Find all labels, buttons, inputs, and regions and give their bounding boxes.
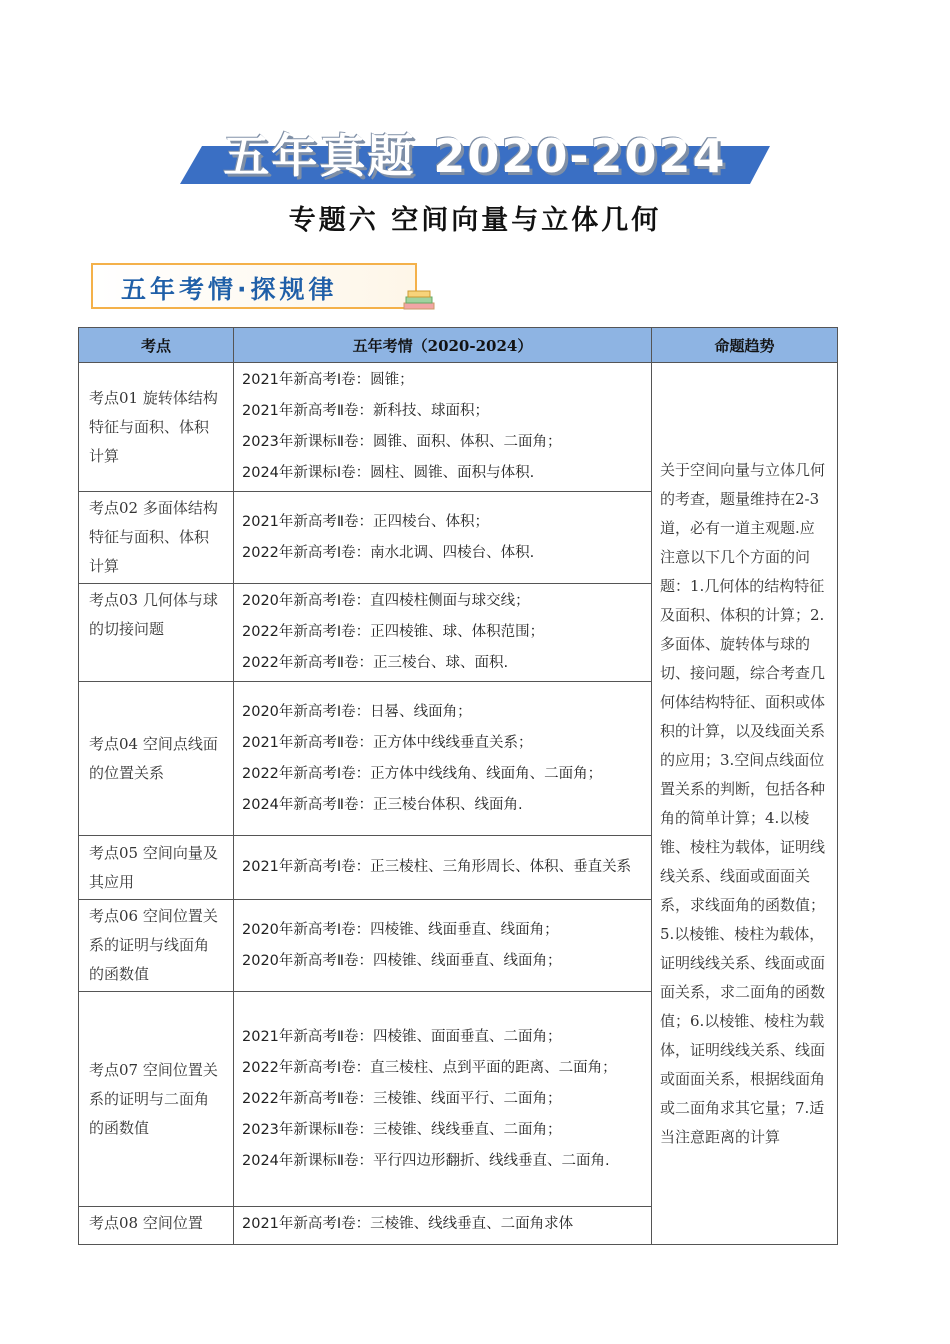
detail-line: 2020年新高考Ⅰ卷：直四棱柱侧面与球交线； — [242, 593, 530, 609]
row-details — [234, 682, 652, 836]
row-details — [234, 584, 652, 682]
row-details — [234, 363, 652, 492]
detail-line: 2024年新高考Ⅱ卷：正三棱台体积、线面角. — [242, 796, 523, 813]
detail-line: 2021年新高考Ⅱ卷：正方体中线线垂直关系； — [242, 734, 533, 751]
detail-line: 2021年新高考Ⅰ卷：正三棱柱、三角形周长、体积、垂直关系 — [242, 859, 632, 875]
detail-line: 2022年新高考Ⅰ卷：直三棱柱、点到平面的距离、二面角； — [242, 1059, 617, 1076]
detail-line: 2020年新高考Ⅰ卷：日晷、线面角； — [242, 703, 472, 720]
detail-line: 2020年新高考Ⅰ卷：四棱锥、线面垂直、线面角； — [242, 921, 559, 938]
detail-line: 2021年新高考Ⅱ卷：四棱锥、面面垂直、二面角； — [242, 1028, 562, 1045]
row-point: 考点01 旋转体结构特征与面积、体积计算 — [79, 363, 234, 492]
detail-line: 2022年新高考Ⅱ卷：三棱锥、线面平行、二面角； — [242, 1090, 562, 1107]
detail-line: 2024年新课标Ⅱ卷：平行四边形翻折、线线垂直、二面角. — [242, 1152, 610, 1169]
row-point: 考点03 几何体与球的切接问题 — [79, 584, 234, 682]
row-details — [234, 836, 652, 900]
page-subtitle: 专题六 空间向量与立体几何 — [288, 205, 662, 236]
title-banner — [180, 118, 770, 184]
row-point: 考点06 空间位置关系的证明与线面角的函数值 — [79, 900, 234, 992]
row-details — [234, 900, 652, 992]
row-point: 考点02 多面体结构特征与面积、体积计算 — [79, 492, 234, 584]
row-details — [234, 492, 652, 584]
detail-line: 2024年新课标Ⅰ卷：圆柱、圆锥、面积与体积. — [242, 465, 535, 481]
detail-line: 2022年新高考Ⅱ卷：正三棱台、球、面积. — [242, 655, 509, 671]
trend-cell: 关于空间向量与立体几何的考查，题量维持在2-3道，必有一道主观题.应注意以下几个方面的问题：1.几何体的结构特征及面积、体积的计算；2.多面体、旋转体与球的切、接问题，综合考查几何体结构特征、面积或体积的计算，以及线面关系的应用；3.空间点线面位置关系的判断，包括各种角的简单计算；4.以棱锥、棱柱为载体，证明线线关系、线面或面面关系，求线面角的函数值；5.以棱锥、棱柱为载体，证明线线关系、线面或面面关系，求二面角的函数值；6.以棱锥、棱柱为载体，证明线线关系、线面或面面关系，根据线面角或二面角求其它量；7.适当注意距离的计算 — [652, 363, 838, 1245]
row-point: 考点05 空间向量及其应用 — [79, 836, 234, 900]
row-point: 考点08 空间位置 — [79, 1207, 234, 1245]
row-point: 考点07 空间位置关系的证明与二面角的函数值 — [79, 992, 234, 1207]
detail-line: 2021年新高考Ⅱ卷：新科技、球面积； — [242, 403, 490, 419]
row-point: 考点04 空间点线面的位置关系 — [79, 682, 234, 836]
section-tag-label: 五年考情·探规律 — [121, 275, 338, 304]
table-header-row — [79, 328, 838, 363]
header-five-year: 五年考情（2020-2024） — [234, 328, 652, 363]
detail-line: 2022年新高考Ⅰ卷：正方体中线线角、线面角、二面角； — [242, 765, 603, 782]
banner-title: 五年真题 2020-2024 — [223, 129, 727, 183]
row-details — [234, 1207, 652, 1245]
detail-line: 2023年新课标Ⅱ卷：三棱锥、线线垂直、二面角； — [242, 1121, 562, 1138]
detail-line: 2021年新高考Ⅰ卷：圆锥； — [242, 372, 414, 388]
detail-line: 2022年新高考Ⅰ卷：南水北调、四棱台、体积. — [242, 544, 535, 561]
detail-line: 2020年新高考Ⅱ卷：四棱锥、线面垂直、线面角； — [242, 952, 562, 969]
detail-line: 2021年新高考Ⅱ卷：正四棱台、体积； — [242, 513, 490, 530]
detail-line: 2023年新课标Ⅱ卷：圆锥、面积、体积、二面角； — [242, 434, 562, 450]
header-point: 考点 — [79, 328, 234, 363]
exam-analysis-table — [78, 327, 838, 1245]
table-row — [79, 363, 838, 492]
section-tag — [91, 263, 417, 309]
books-icon — [402, 287, 436, 311]
detail-line: 2021年新高考Ⅰ卷：三棱锥、线线垂直、二面角求体 — [242, 1216, 574, 1232]
header-trend: 命题趋势 — [652, 328, 838, 363]
row-details — [234, 992, 652, 1207]
detail-line: 2022年新高考Ⅰ卷：正四棱锥、球、体积范围； — [242, 624, 545, 640]
